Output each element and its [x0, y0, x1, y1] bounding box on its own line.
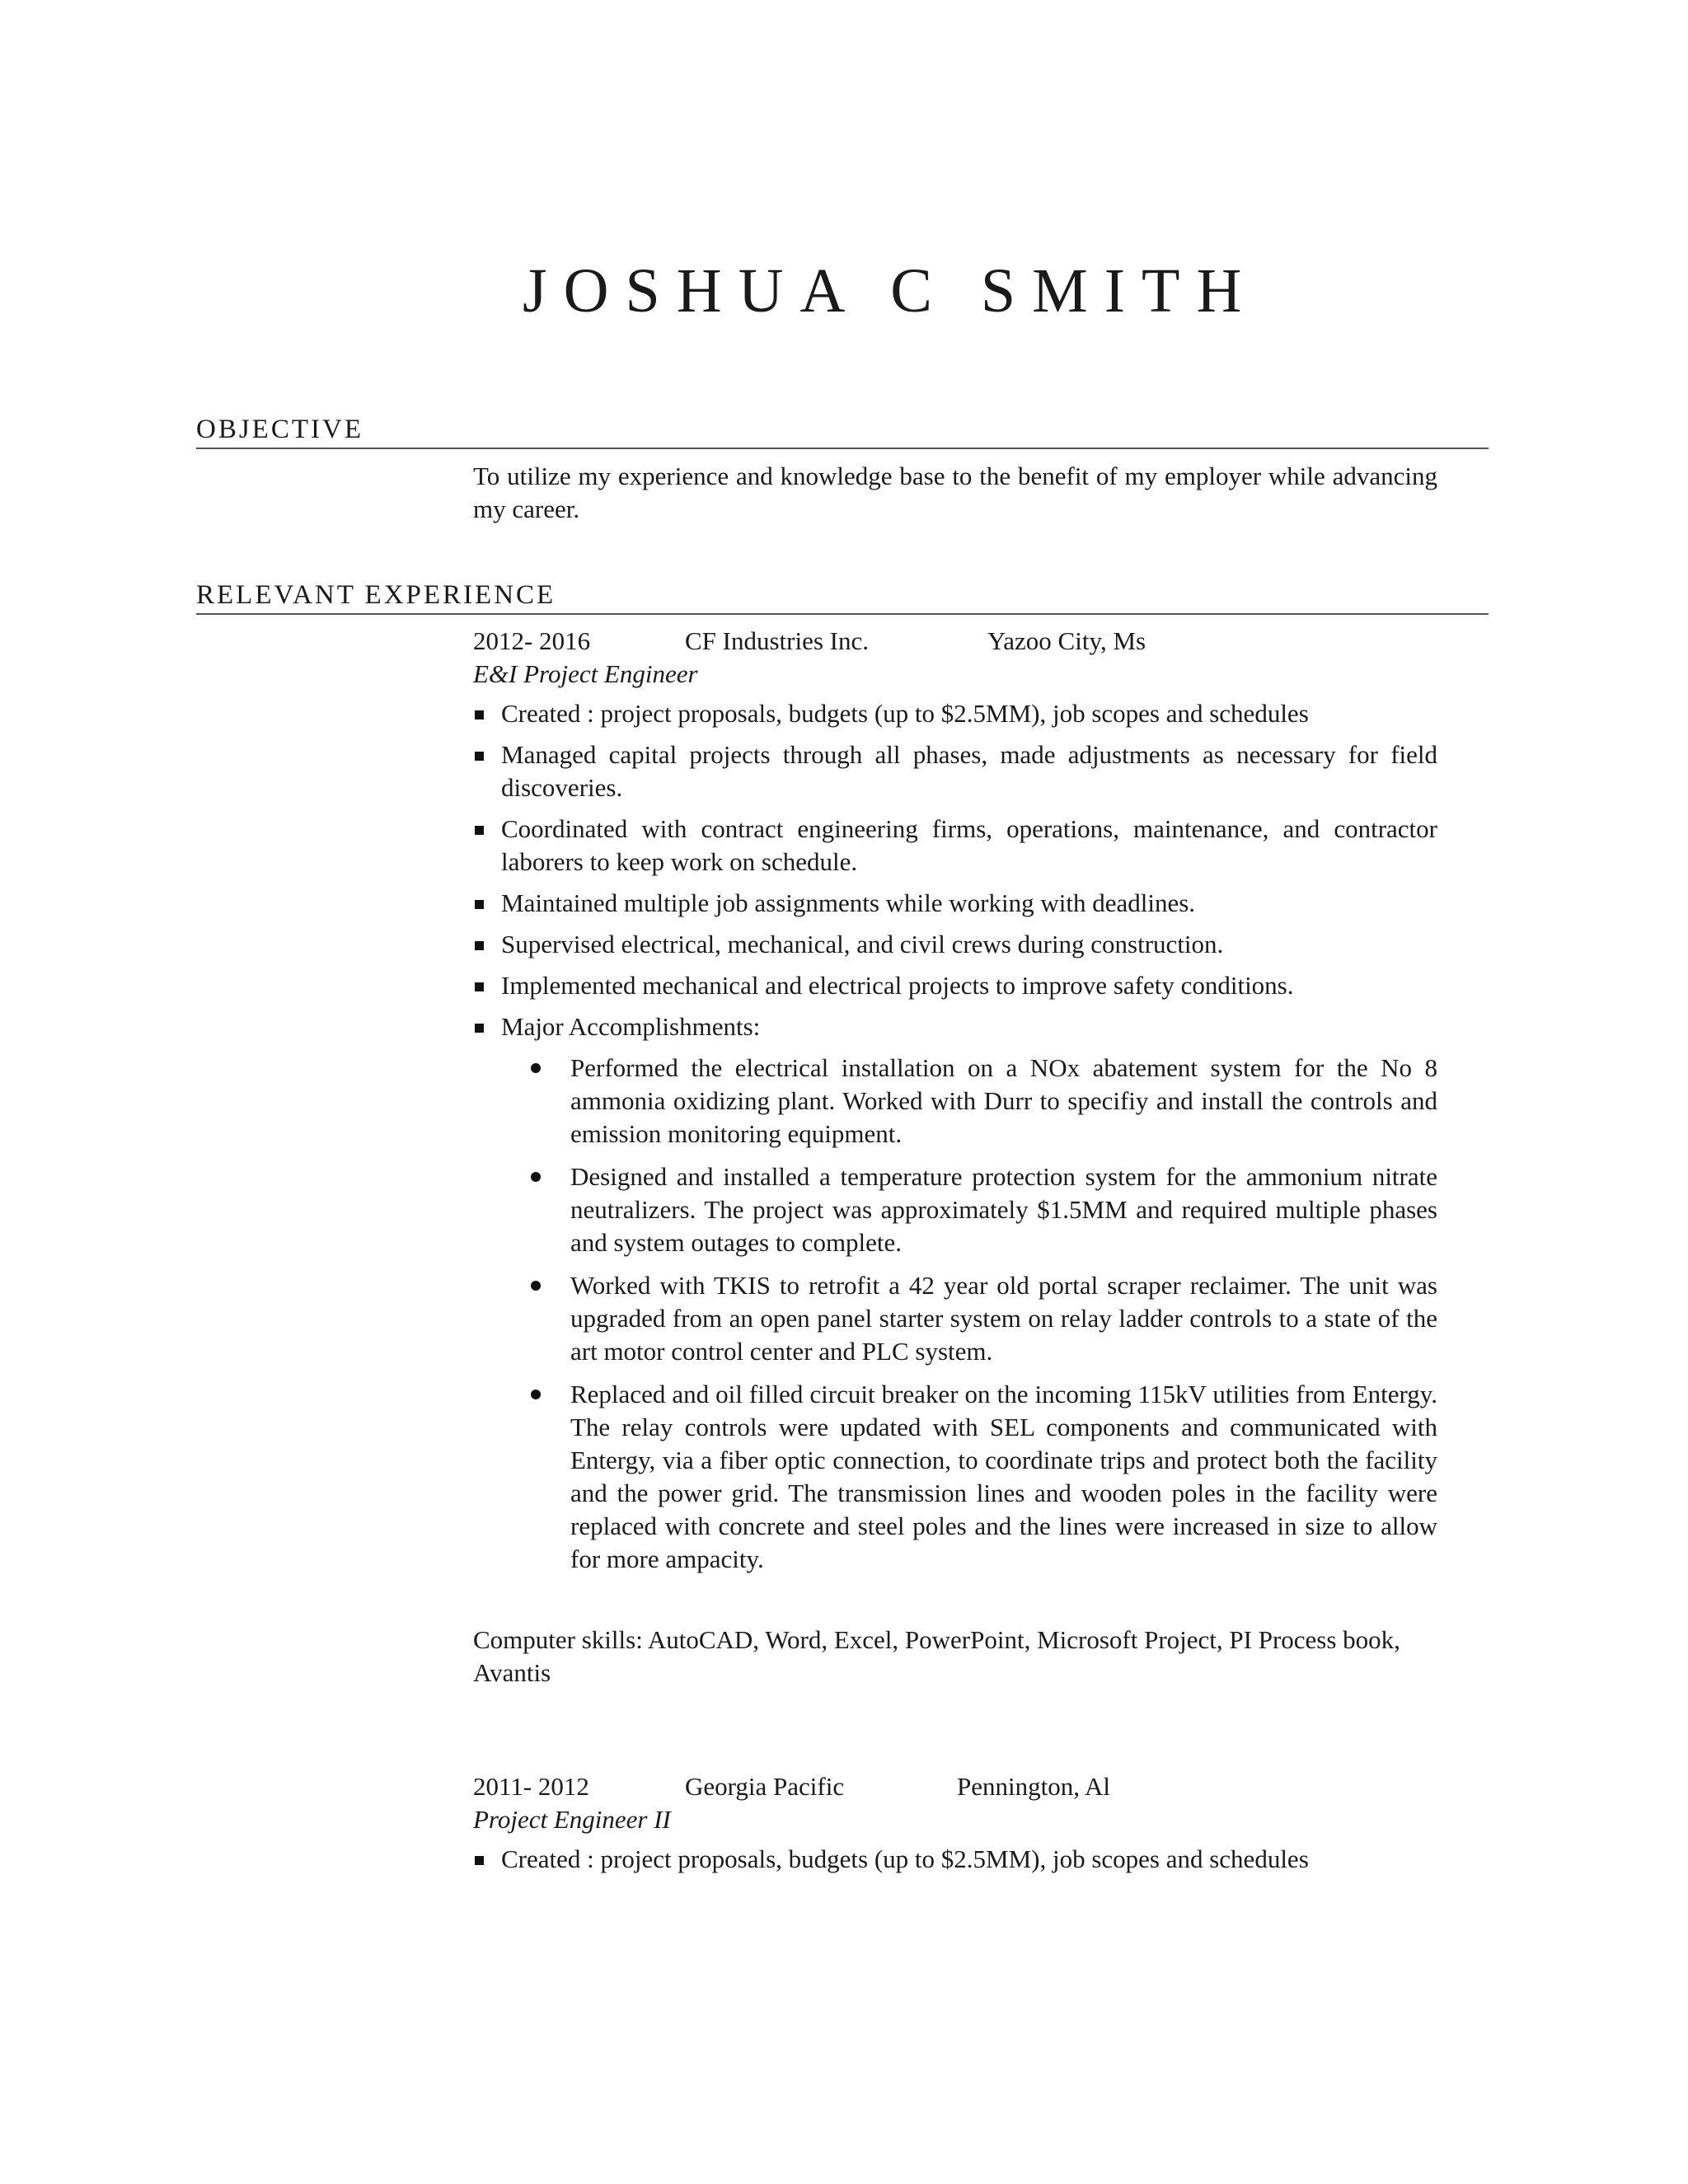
job-location: Pennington, Al: [957, 1772, 1111, 1801]
accomplishment-item: Performed the electrical installation on a NOx abatement system for the No 8 ammonia oxidizing plant. Worked with Durr to specifiy and install the controls and emission monitoring equipment.: [537, 1052, 1437, 1151]
round-bullet-icon: [531, 1172, 541, 1182]
accomplishment-list: [473, 1052, 1437, 1576]
job-header: [473, 1770, 1437, 1803]
job-location: Yazoo City, Ms: [987, 626, 1146, 655]
round-bullet-icon: [531, 1281, 541, 1291]
accomplishment-item: Worked with TKIS to retrofit a 42 year old portal scraper reclaimer. The unit was upgraded from an open panel starter system on relay ladder controls to a state of the art motor control center and PLC system.: [537, 1269, 1437, 1368]
square-bullet-icon: [475, 826, 484, 835]
job-bullets: [473, 697, 1437, 1043]
job-header: [473, 625, 1437, 658]
square-bullet-icon: [475, 1856, 484, 1865]
square-bullet-icon: [475, 941, 484, 950]
square-bullet-icon: [475, 900, 484, 909]
accomplishment-item: Replaced and oil filled circuit breaker on the incoming 115kV utilities from Entergy. The relay controls were updated with SEL components and communicated with Entergy, via a fiber optic connection, to coordinate trips and protect both the facility and the power grid. The transmission lines and wooden poles in the facility were replaced with concrete and steel poles and the lines were increased in size to allow for more ampacity.: [537, 1378, 1437, 1576]
square-bullet-icon: [475, 982, 484, 991]
job-company: CF Industries Inc.: [685, 626, 870, 655]
list-item: Created : project proposals, budgets (up to $2.5MM), job scopes and schedules: [473, 697, 1437, 730]
job-title: E&I Project Engineer: [473, 659, 698, 688]
job-entry: [473, 1770, 1437, 1884]
job-entry: [473, 625, 1437, 1586]
list-item: Major Accomplishments:: [473, 1010, 1437, 1043]
round-bullet-icon: [531, 1063, 541, 1073]
list-item: Supervised electrical, mechanical, and civil crews during construction.: [473, 928, 1437, 961]
job-title: Project Engineer II: [473, 1805, 671, 1834]
list-item: Maintained multiple job assignments while working with deadlines.: [473, 887, 1437, 920]
job-years: 2011- 2012: [473, 1772, 589, 1801]
objective-heading: OBJECTIVE: [196, 415, 1489, 449]
square-bullet-icon: [475, 1024, 484, 1033]
candidate-name: JOSHUA C SMITH: [523, 256, 1259, 326]
list-item: Managed capital projects through all phases, made adjustments as necessary for field discoveries.: [473, 738, 1437, 804]
square-bullet-icon: [475, 752, 484, 761]
list-item: Created : project proposals, budgets (up to $2.5MM), job scopes and schedules: [473, 1843, 1437, 1876]
list-item: Implemented mechanical and electrical projects to improve safety conditions.: [473, 969, 1437, 1002]
accomplishment-item: Designed and installed a temperature protection system for the ammonium nitrate neutralizers. The project was approximately $1.5MM and required multiple phases and system outages to complete.: [537, 1160, 1437, 1259]
objective-text: To utilize my experience and knowledge base to the benefit of my employer while advancing my career.: [473, 462, 1437, 523]
job-years: 2012- 2016: [473, 626, 591, 655]
experience-heading: RELEVANT EXPERIENCE: [196, 580, 1489, 615]
list-item: Coordinated with contract engineering firms, operations, maintenance, and contractor laborers to keep work on schedule.: [473, 813, 1437, 879]
round-bullet-icon: [531, 1390, 541, 1399]
job-company: Georgia Pacific: [685, 1772, 845, 1801]
job-bullets: [473, 1843, 1437, 1876]
square-bullet-icon: [475, 710, 484, 719]
computer-skills: Computer skills: AutoCAD, Word, Excel, PowerPoint, Microsoft Project, PI Process book, Avantis: [473, 1625, 1400, 1687]
